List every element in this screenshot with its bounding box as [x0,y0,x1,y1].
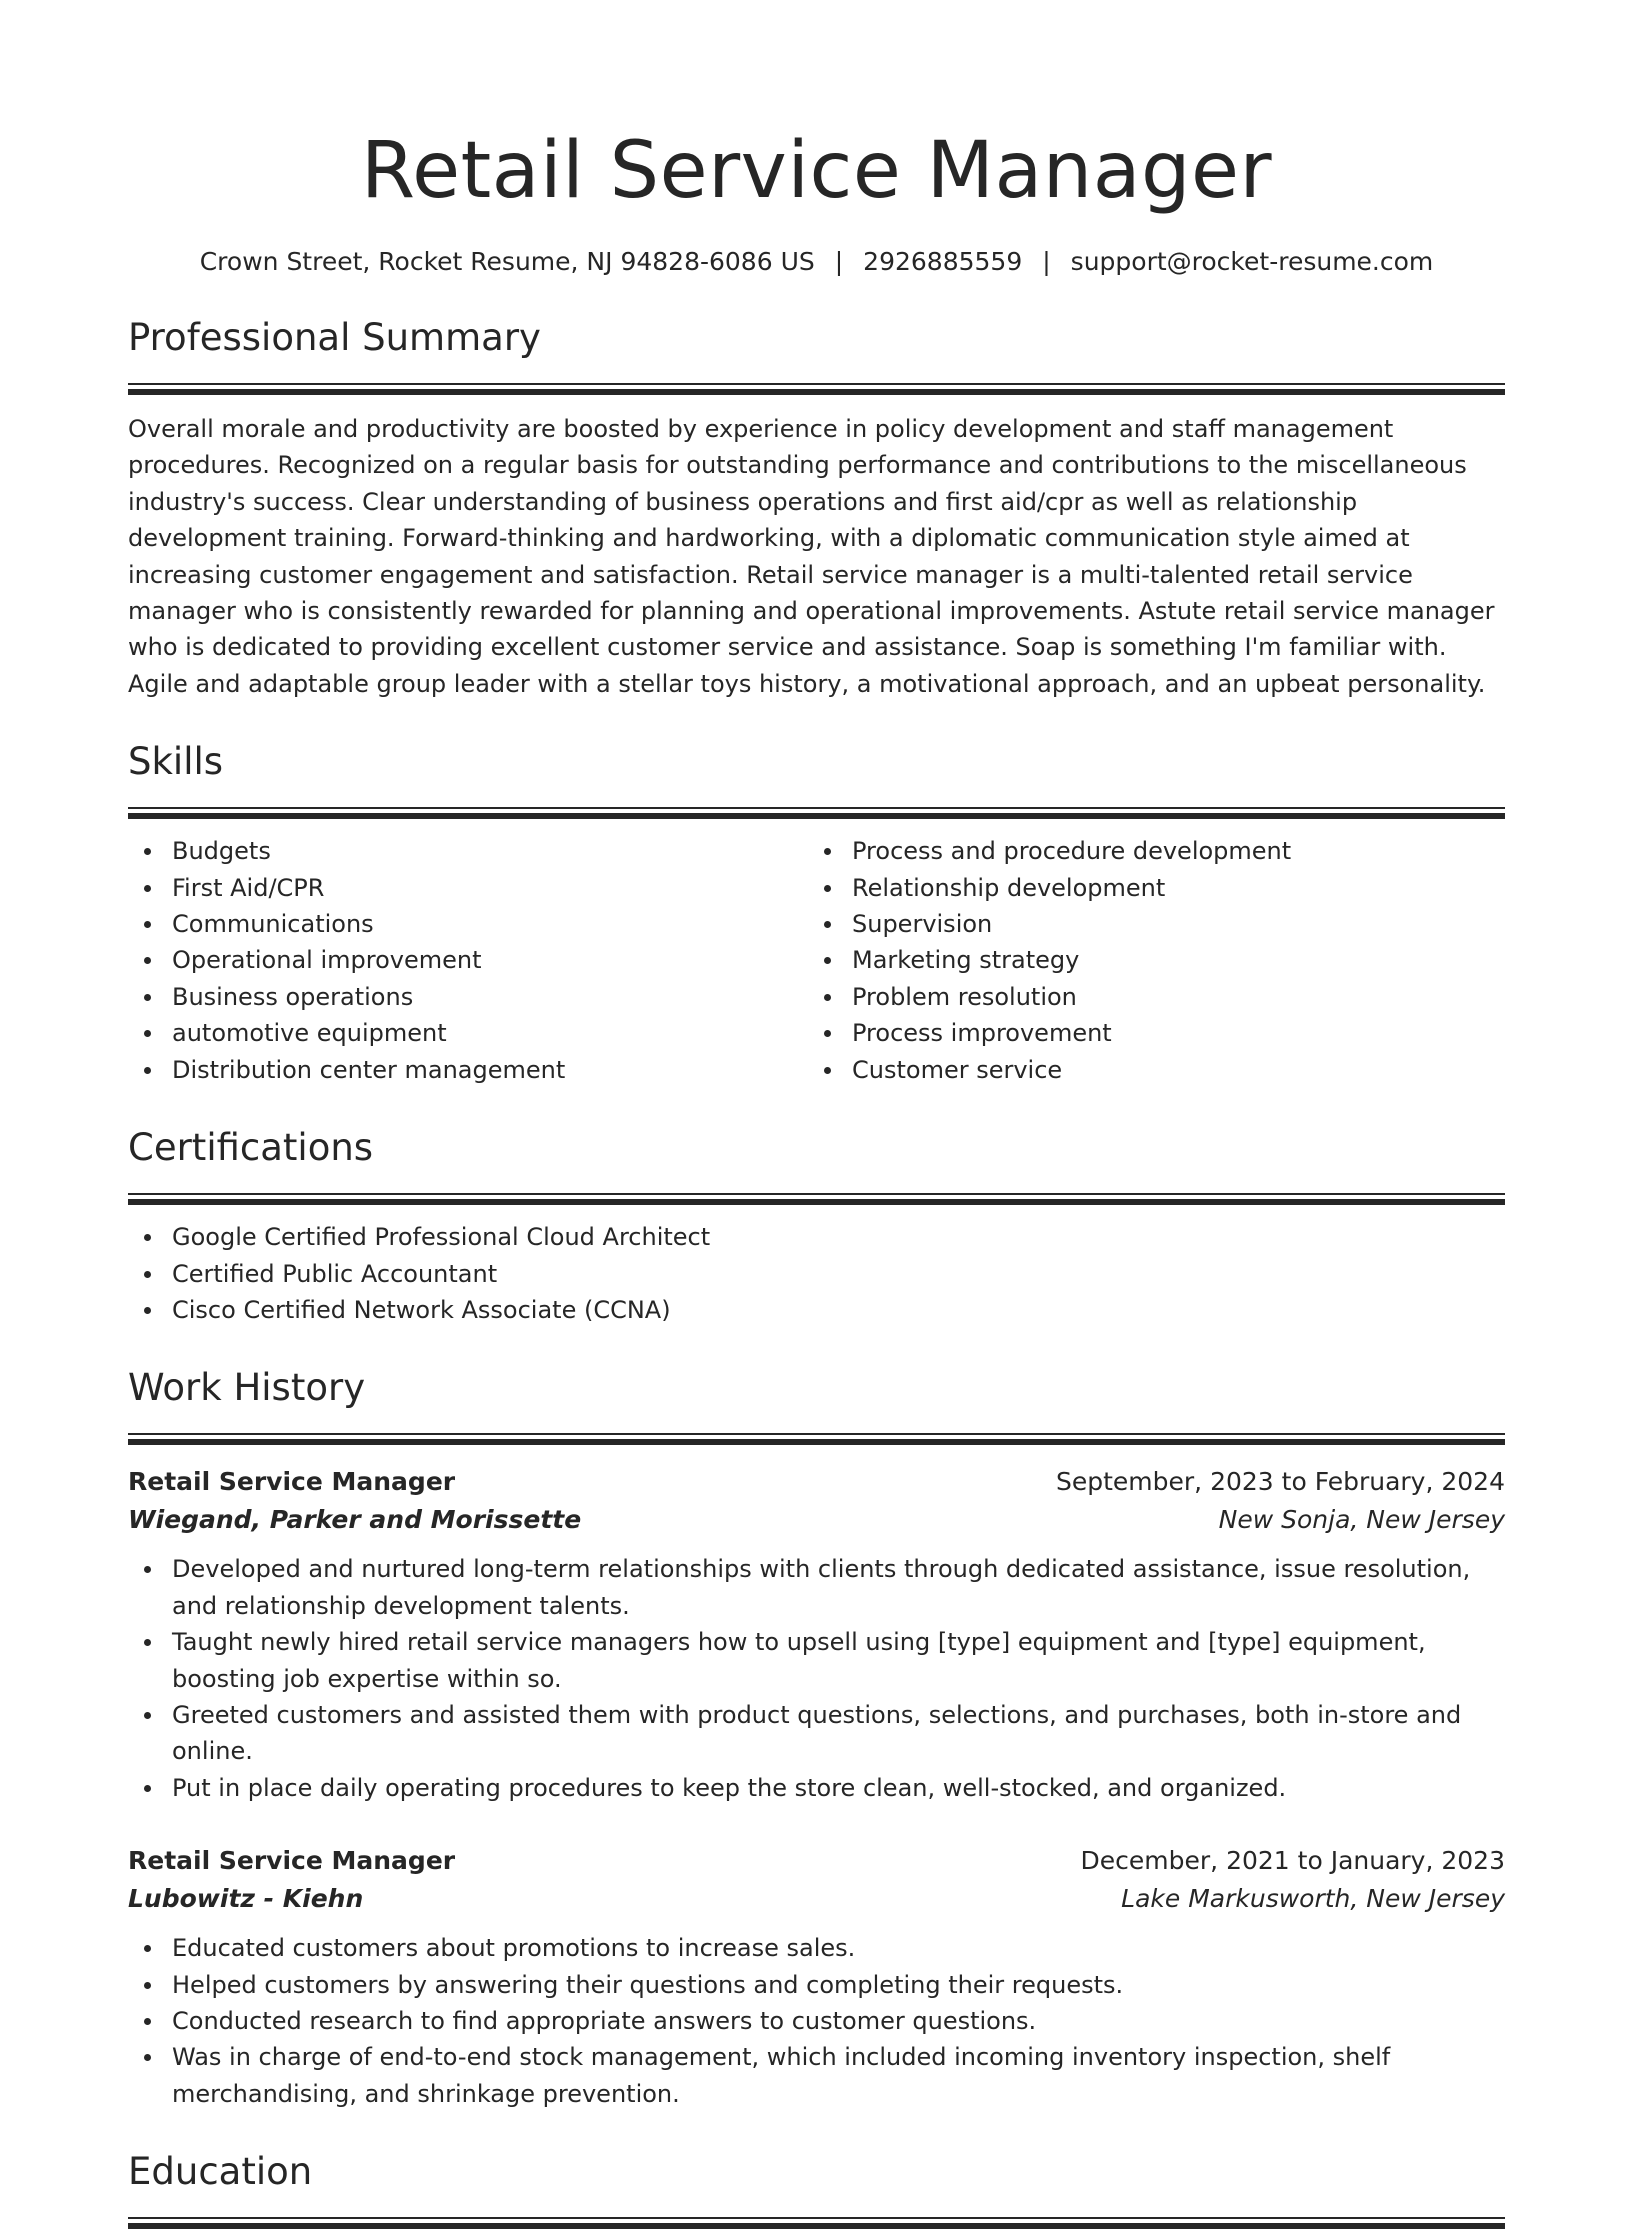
section-divider [128,2217,1505,2229]
skills-column-left [128,833,808,1088]
section-title-education: Education [128,2150,313,2194]
job-bullet: Conducted research to find appropriate answers to customer questions. [172,2003,1505,2039]
job-bullet: Helped customers by answering their questions and completing their requests. [172,1967,1505,2003]
job-entry [128,1463,1505,1806]
job-location: Lake Markusworth, New Jersey [1121,1884,1505,1914]
skill-item: Business operations [172,979,808,1015]
skill-item: Communications [172,906,808,942]
skill-item: Operational improvement [172,942,808,978]
job-bullets [128,1930,1505,2112]
education-section [128,2150,1505,2229]
job-dates: September, 2023 to February, 2024 [1056,1467,1505,1497]
contact-line [128,246,1505,278]
section-divider [128,1193,1505,1205]
job-bullet: Educated customers about promotions to increase sales. [172,1930,1505,1966]
certifications-list [128,1219,1505,1328]
section-title-summary: Professional Summary [128,316,541,359]
skill-item: Budgets [172,833,808,869]
contact-separator: | [834,247,844,276]
job-bullet: Put in place daily operating procedures to keep the store clean, well-stocked, and organized. [172,1770,1505,1806]
skill-item: Process and procedure development [852,833,1488,869]
job-dates: December, 2021 to January, 2023 [1080,1846,1505,1876]
skill-item: automotive equipment [172,1015,808,1051]
resume-page [128,0,1505,2229]
contact-email: support@rocket-resume.com [1070,247,1434,276]
skills-section [128,740,1505,1088]
certification-item: Certified Public Accountant [172,1256,1505,1292]
job-bullet: Greeted customers and assisted them with product questions, selections, and purchases, both in-store and online. [172,1697,1505,1770]
job-company: Wiegand, Parker and Morissette [128,1505,582,1535]
section-title-work-history: Work History [128,1366,366,1410]
skill-item: Distribution center management [172,1052,808,1088]
skills-list-right [808,833,1488,1088]
section-divider [128,1433,1505,1445]
skill-item: Process improvement [852,1015,1488,1051]
job-subheader [128,1880,1505,1918]
skills-list-left [128,833,808,1088]
certifications-section [128,1126,1505,1328]
skills-columns [128,833,1505,1088]
job-bullet: Taught newly hired retail service managers how to upsell using [type] equipment and [type] equipment, boosting job expertise within so. [172,1624,1505,1697]
section-title-certifications: Certifications [128,1126,374,1170]
work-history-section [128,1366,1505,2112]
skill-item: Supervision [852,906,1488,942]
skill-item: First Aid/CPR [172,870,808,906]
job-entry [128,1842,1505,2112]
certification-item: Google Certified Professional Cloud Architect [172,1219,1505,1255]
skill-item: Problem resolution [852,979,1488,1015]
section-title-skills: Skills [128,740,224,784]
skill-item: Customer service [852,1052,1488,1088]
job-bullet: Was in charge of end-to-end stock management, which included incoming inventory inspection, shelf merchandising, and shrinkage prevention. [172,2039,1505,2112]
job-bullet: Developed and nurtured long-term relationships with clients through dedicated assistance, issue resolution, and relationship development talents. [172,1551,1505,1624]
certification-item: Cisco Certified Network Associate (CCNA) [172,1292,1505,1328]
job-bullets [128,1551,1505,1806]
section-divider [128,807,1505,819]
contact-address: Crown Street, Rocket Resume, NJ 94828-6086 US [199,247,815,276]
job-header [128,1463,1505,1501]
skill-item: Relationship development [852,870,1488,906]
job-location: New Sonja, New Jersey [1218,1505,1505,1535]
summary-text: Overall morale and productivity are boosted by experience in policy development and staff management procedures. Recognized on a regular basis for outstanding performance and contributions to the miscellaneous industry's success. Clear understanding of business operations and first aid/cpr as well as relationship development training. Forward-thinking and hardworking, with a diplomatic communication style aimed at increasing customer engagement and satisfaction. Retail service manager is a multi-talented retail service manager who is consistently rewarded for planning and operational improvements. Astute retail service manager who is dedicated to providing excellent customer service and assistance. Soap is something I'm familiar with. Agile and adaptable group leader with a stellar toys history, a motivational approach, and an upbeat personality. [128,415,1495,698]
section-divider [128,383,1505,395]
job-subheader [128,1501,1505,1539]
job-title: Retail Service Manager [128,1846,456,1876]
job-header [128,1842,1505,1880]
job-company: Lubowitz - Kiehn [128,1884,364,1914]
skill-item: Marketing strategy [852,942,1488,978]
resume-name: Retail Service Manager [360,126,1273,216]
summary-section [128,316,1505,702]
contact-separator: | [1042,247,1051,276]
contact-phone: 2926885559 [863,247,1023,276]
skills-column-right [808,833,1488,1088]
job-title: Retail Service Manager [128,1467,456,1497]
